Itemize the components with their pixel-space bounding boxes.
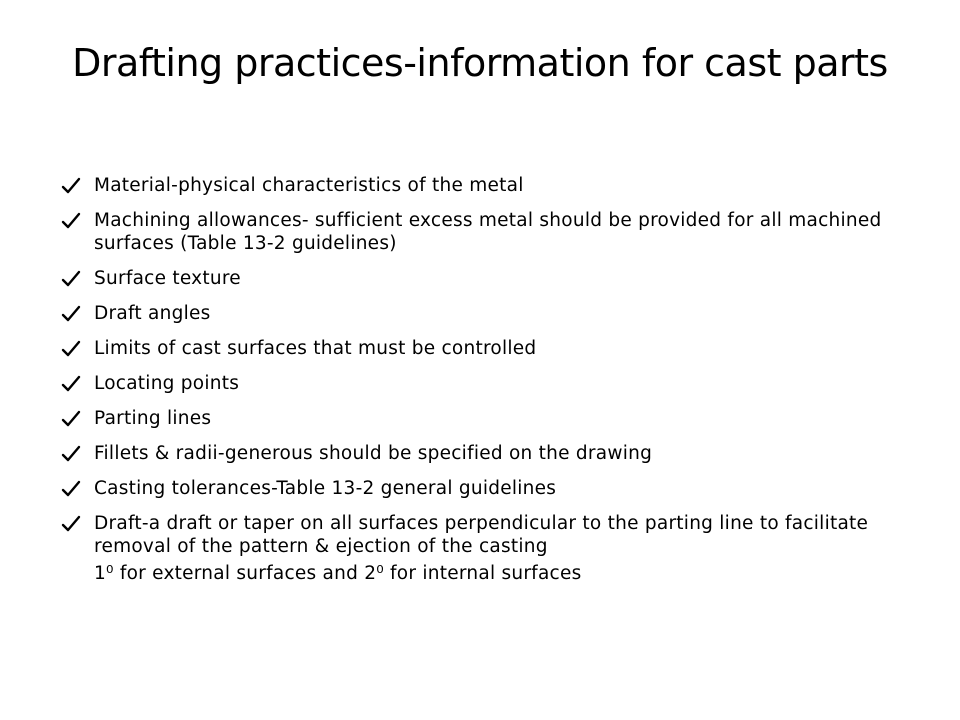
checkmark-icon bbox=[61, 444, 81, 464]
bullet-item bbox=[61, 512, 931, 558]
bullet-text: Surface texture bbox=[94, 268, 241, 289]
bullet-text: Draft-a draft or taper on all surfaces perpendicular to the parting line to facilitate removal of the pattern & ejection of the casting bbox=[94, 513, 869, 557]
bullet-text: Locating points bbox=[94, 373, 240, 394]
bullet-item bbox=[61, 442, 931, 465]
bullet-item bbox=[61, 407, 931, 430]
bullet-item bbox=[61, 267, 931, 290]
checkmark-icon bbox=[61, 374, 81, 394]
bullet-list bbox=[61, 174, 931, 597]
bullet-item bbox=[61, 174, 931, 197]
slide-title: Drafting practices-information for cast parts bbox=[72, 41, 888, 85]
bullet-text: Material-physical characteristics of the metal bbox=[94, 175, 524, 196]
checkmark-icon bbox=[61, 479, 81, 499]
checkmark-icon bbox=[61, 211, 81, 231]
bullet-text: Casting tolerances-Table 13-2 general guidelines bbox=[94, 478, 557, 499]
checkmark-icon bbox=[61, 269, 81, 289]
bullet-item bbox=[61, 477, 931, 500]
checkmark-icon bbox=[61, 176, 81, 196]
bullet-item bbox=[61, 209, 931, 255]
bullet-text: Parting lines bbox=[94, 408, 212, 429]
bullet-item bbox=[61, 337, 931, 360]
bullet-text: Limits of cast surfaces that must be controlled bbox=[94, 338, 537, 359]
bullet-text: Fillets & radii-generous should be specified on the drawing bbox=[94, 443, 653, 464]
continuation-text: 1⁰ for external surfaces and 2⁰ for internal surfaces bbox=[94, 563, 582, 584]
bullet-text: Machining allowances- sufficient excess metal should be provided for all machined surfaces (Table 13-2 guidelines) bbox=[94, 210, 882, 254]
bullet-item bbox=[61, 302, 931, 325]
bullet-item bbox=[61, 372, 931, 395]
checkmark-icon bbox=[61, 339, 81, 359]
checkmark-icon bbox=[61, 409, 81, 429]
bullet-text: Draft angles bbox=[94, 303, 211, 324]
checkmark-icon bbox=[61, 514, 81, 534]
checkmark-icon bbox=[61, 304, 81, 324]
